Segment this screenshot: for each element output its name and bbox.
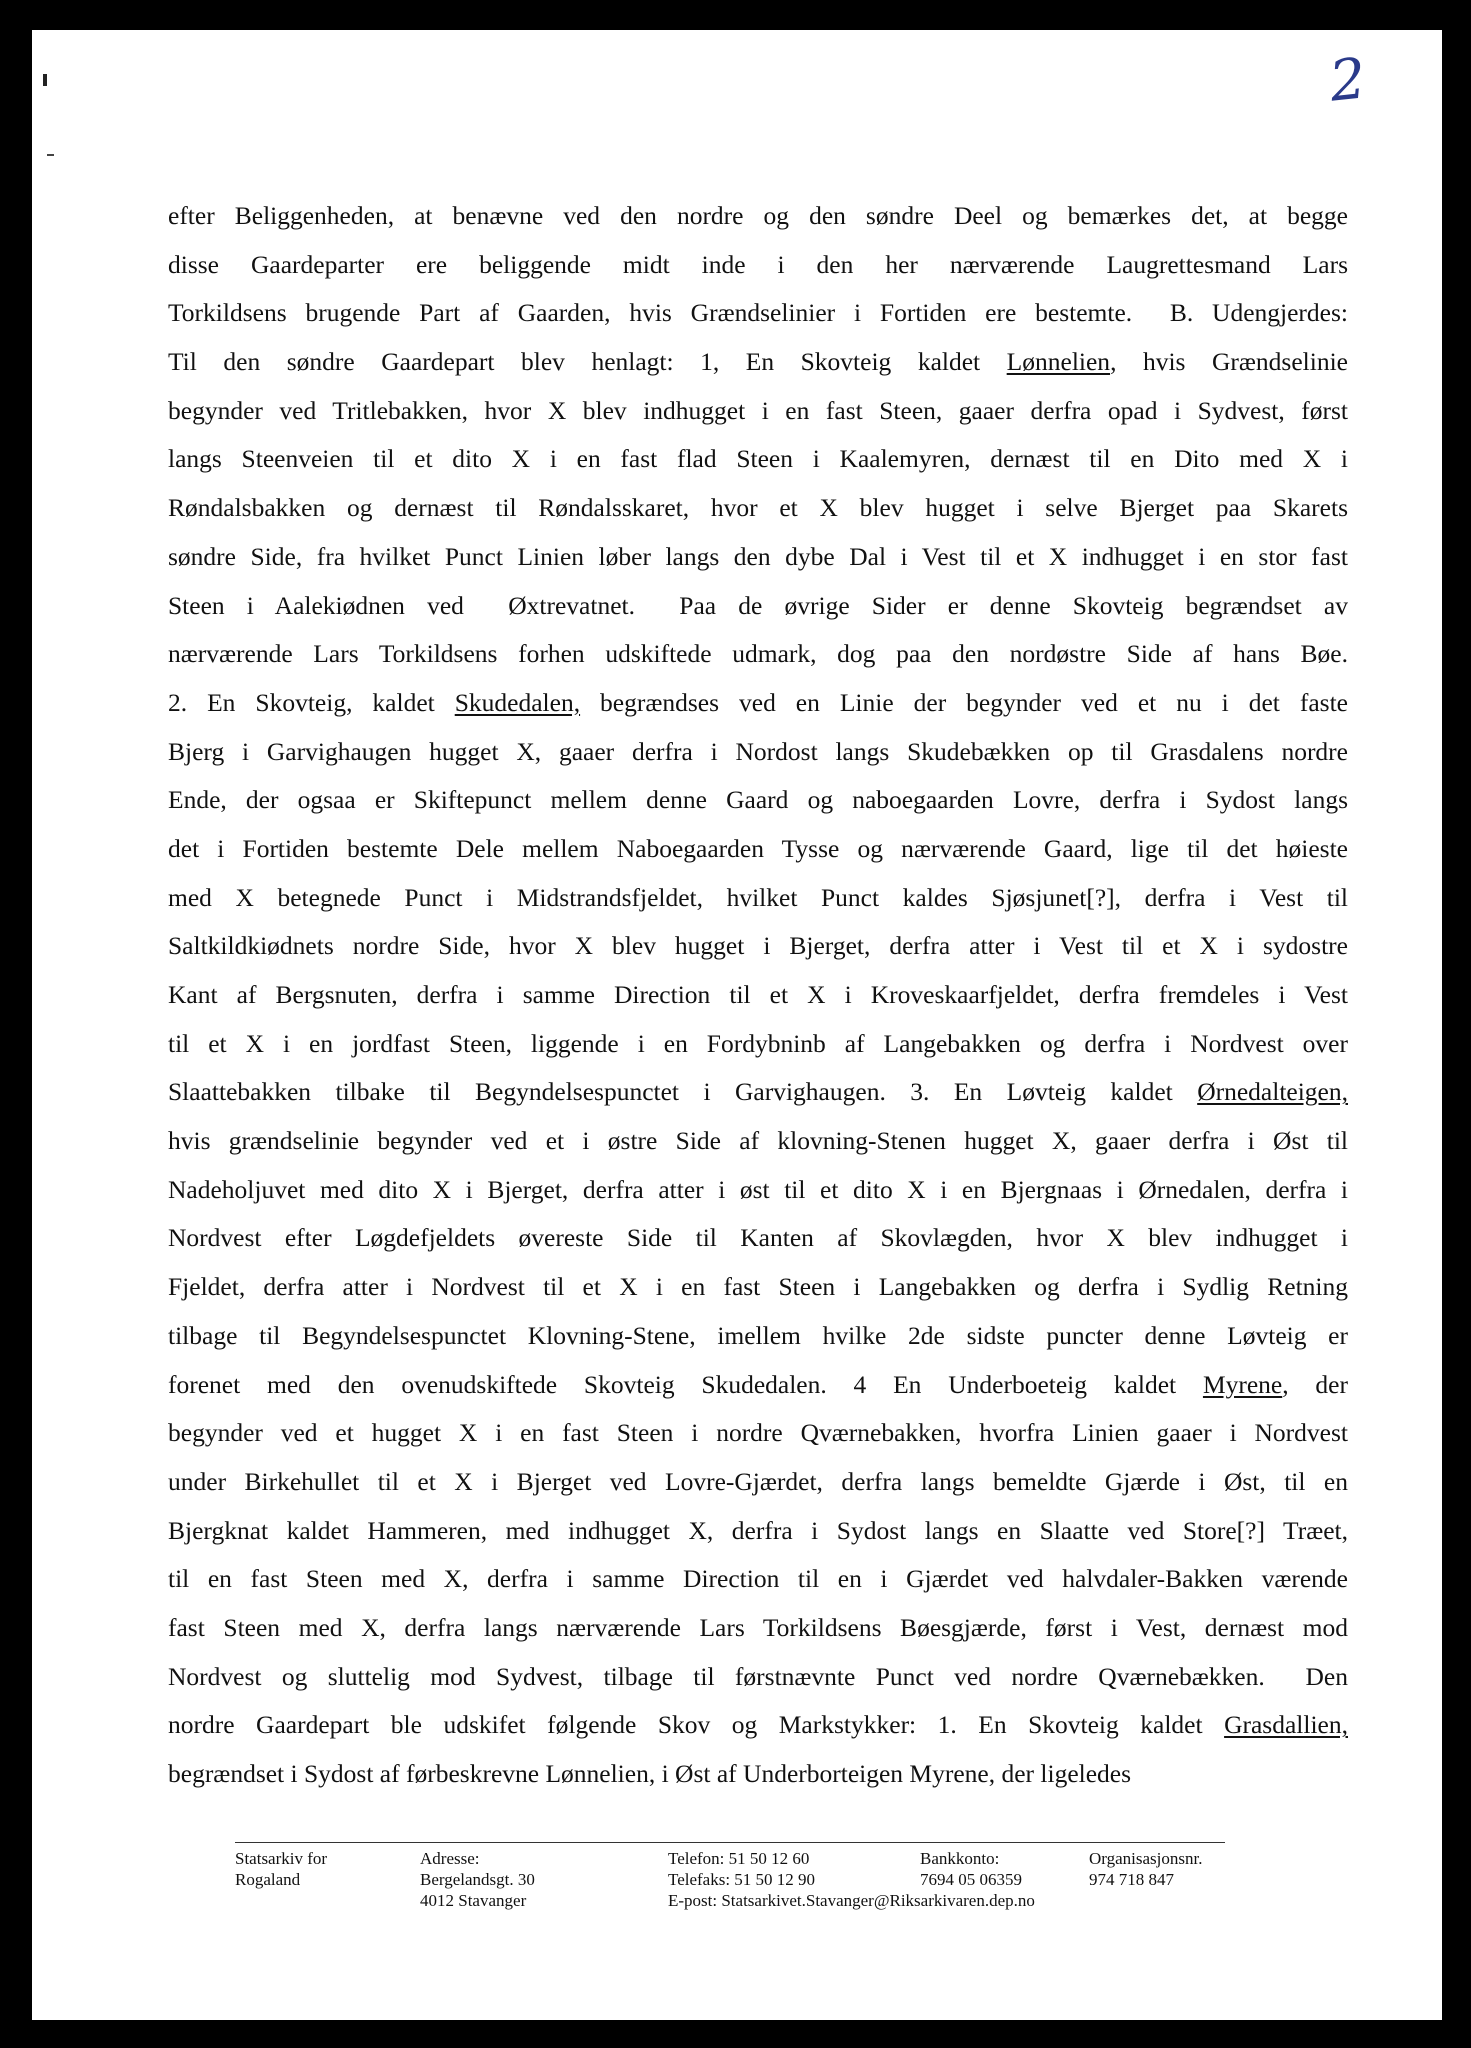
footer-address xyxy=(420,1848,535,1911)
text-segment: det i Fortiden bestemte Dele mellem Naboegaarden Tysse og nærværende Gaard, lige til det høieste xyxy=(168,833,1348,863)
text-line xyxy=(168,289,1348,338)
text-segment: efter Beliggenheden, at benævne ved den nordre og den søndre Deel og bemærkes det, at begge xyxy=(168,201,1348,230)
text-segment: nordre Gaardepart ble udskifet følgende Skov og Markstykker: 1. En Skovteig kaldet xyxy=(168,1710,1225,1740)
underlined-place-name: Grasdallien, xyxy=(1224,1710,1348,1740)
text-segment: Fjeldet, derfra atter i Nordvest til et X i en fast Steen i Langebakken og derfra i Sydlig Retning xyxy=(168,1272,1348,1302)
scan-mark xyxy=(47,154,54,156)
text-segment: til et X i en jordfast Steen, liggende i en Fordybninb af Langebakken og derfra i Nordvest over xyxy=(168,1028,1348,1058)
text-line xyxy=(168,241,1348,290)
text-segment: Ende, der ogsaa er Skiftepunct mellem denne Gaard og naboegaarden Lovre, derfra i Sydost langs xyxy=(168,785,1348,815)
footer-orgnr xyxy=(1089,1848,1203,1890)
text-line xyxy=(168,874,1348,923)
text-line xyxy=(168,679,1348,728)
text-segment: Røndalsbakken og dernæst til Røndalsskaret, hvor et X blev hugget i selve Bjerget paa Skarets xyxy=(168,493,1348,523)
handwritten-page-number: 2 xyxy=(1327,46,1370,115)
text-segment: Bjergknat kaldet Hammeren, med indhugget X, derfra i Sydost langs en Slaatte ved Store[?] Træet, xyxy=(168,1515,1348,1545)
footer-text: Organisasjonsnr. xyxy=(1089,1849,1203,1868)
text-segment: begynder ved et hugget X i en fast Steen i nordre Qværnebakken, hvorfra Linien gaaer i Nordvest xyxy=(168,1418,1348,1448)
text-line xyxy=(168,435,1348,484)
text-line xyxy=(168,776,1348,825)
footer-text: Bergelandsgt. 30 xyxy=(420,1870,535,1889)
text-line xyxy=(168,533,1348,582)
text-line xyxy=(168,1117,1348,1166)
text-line xyxy=(168,1507,1348,1556)
text-segment: søndre Side, fra hvilket Punct Linien løber langs den dybe Dal i Vest til et X indhugget i en stor fast xyxy=(168,541,1348,571)
text-line xyxy=(168,1214,1348,1263)
footer-institution xyxy=(235,1848,327,1890)
text-segment: fast Steen med X, derfra langs nærværende Lars Torkildsens Bøesgjærde, først i Vest, dernæst mod xyxy=(168,1612,1348,1642)
text-line xyxy=(168,1312,1348,1361)
scan-mark xyxy=(43,74,47,86)
footer-text: Adresse: xyxy=(420,1849,480,1868)
text-segment: Nordvest efter Løgdefjeldets øvereste Side til Kanten af Skovlægden, hvor X blev indhugget i xyxy=(168,1223,1348,1253)
text-line xyxy=(168,825,1348,874)
footer-text: Telefaks: 51 50 12 90 xyxy=(668,1870,816,1889)
text-line xyxy=(168,582,1348,631)
text-segment: , der xyxy=(1282,1369,1348,1399)
footer-divider xyxy=(235,1842,1225,1843)
text-segment: Slaattebakken tilbake til Begyndelsespunctet i Garvighaugen. 3. En Løvteig kaldet xyxy=(168,1077,1198,1107)
text-segment: langs Steenveien til et dito X i en fast flad Steen i Kaalemyren, dernæst til en Dito med X i xyxy=(168,444,1348,474)
text-line xyxy=(168,1701,1348,1750)
text-segment: Nadeholjuvet med dito X i Bjerget, derfra atter i øst til et dito X i en Bjergnaas i Ørnedalen, derfra i xyxy=(168,1174,1348,1204)
text-line xyxy=(168,1166,1348,1215)
footer-email: E-post: Statsarkivet.Stavanger@Riksarkivaren.dep.no xyxy=(668,1891,1035,1910)
text-segment: Saltkildkiødnets nordre Side, hvor X blev hugget i Bjerget, derfra atter i Vest til et X i sydostre xyxy=(168,931,1348,961)
text-segment: Bjerg i Garvighaugen hugget X, gaaer derfra i Nordost langs Skudebækken op til Grasdalens nordre xyxy=(168,736,1348,766)
text-line xyxy=(168,387,1348,436)
text-segment: Kant af Bergsnuten, derfra i samme Direction til et X i Kroveskaarfjeldet, derfra fremdeles i Vest xyxy=(168,980,1348,1009)
text-line xyxy=(168,971,1348,1020)
text-segment: under Birkehullet til et X i Bjerget ved Lovre-Gjærdet, derfra langs bemeldte Gjærde i Øst, til en xyxy=(168,1466,1348,1496)
text-segment: Til den søndre Gaardepart blev henlagt: 1, En Skovteig kaldet xyxy=(168,347,1007,377)
text-segment: begrændses ved en Linie der begynder ved et nu i det faste xyxy=(580,687,1349,717)
underlined-place-name: Skudedalen, xyxy=(454,687,581,717)
text-segment: hvis grændselinie begynder ved et i østre Side af klovning-Stenen hugget X, gaaer derfra i Øst til xyxy=(168,1126,1348,1156)
text-segment: med X betegnede Punct i Midstrandsfjeldet, hvilket Punct kaldes Sjøsjunet[?], derfra i Vest til xyxy=(168,882,1348,912)
text-segment: til en fast Steen med X, derfra i samme Direction til en i Gjærdet ved halvdaler-Bakken værende xyxy=(168,1564,1348,1594)
text-line xyxy=(168,1020,1348,1069)
text-line xyxy=(168,484,1348,533)
text-line xyxy=(168,1068,1348,1117)
footer-bank xyxy=(920,1848,1022,1890)
text-segment: tilbage til Begyndelsespunctet Klovning-Stene, imellem hvilke 2de sidste puncter denne Løvteig er xyxy=(168,1320,1348,1350)
text-line xyxy=(168,1458,1348,1507)
text-line xyxy=(168,922,1348,971)
text-line xyxy=(168,338,1348,387)
text-line xyxy=(168,728,1348,777)
text-segment: Torkildsens brugende Part af Gaarden, hvis Grændselinier i Fortiden ere bestemte. B. Udengjerdes: xyxy=(168,298,1348,328)
document-page xyxy=(32,30,1442,2020)
text-line xyxy=(168,1361,1348,1410)
text-segment: begrændset i Sydost af førbeskrevne Lønnelien, i Øst af Underborteigen Myrene, der ligeledes xyxy=(168,1759,1132,1788)
text-segment: Steen i Aalekiødnen ved Øxtrevatnet. Paa de øvrige Sider er denne Skovteig begrændset av xyxy=(168,590,1348,620)
text-line xyxy=(168,1653,1348,1702)
transcription-body xyxy=(168,192,1348,1799)
text-line xyxy=(168,1604,1348,1653)
footer-text: Telefon: 51 50 12 60 xyxy=(668,1849,810,1868)
footer-text: Statsarkiv for xyxy=(235,1849,328,1868)
underlined-place-name: Lønnelien xyxy=(1006,347,1111,377)
text-line xyxy=(168,192,1348,241)
footer-text: 7694 05 06359 xyxy=(920,1870,1022,1889)
text-line xyxy=(168,1555,1348,1604)
text-line xyxy=(168,1263,1348,1312)
text-line xyxy=(168,630,1348,679)
footer-text: 974 718 847 xyxy=(1089,1870,1174,1889)
text-segment: begynder ved Tritlebakken, hvor X blev indhugget i en fast Steen, gaaer derfra opad i Sydvest, først xyxy=(168,395,1348,425)
footer-text: Bankkonto: xyxy=(920,1849,1000,1868)
text-line xyxy=(168,1409,1348,1458)
footer-text: 4012 Stavanger xyxy=(420,1891,527,1910)
text-segment: 2. En Skovteig, kaldet xyxy=(168,687,455,717)
text-segment: disse Gaardeparter ere beliggende midt inde i den her nærværende Laugrettesmand Lars xyxy=(168,249,1348,279)
text-segment: Nordvest og sluttelig mod Sydvest, tilbage til førstnævnte Punct ved nordre Qværnebækken. Den xyxy=(168,1661,1348,1691)
text-segment: , hvis Grændselinie xyxy=(1110,347,1348,377)
footer-text: Rogaland xyxy=(235,1870,301,1889)
text-segment: forenet med den ovenudskiftede Skovteig Skudedalen. 4 En Underboeteig kaldet xyxy=(168,1369,1203,1399)
text-segment: nærværende Lars Torkildsens forhen udskiftede udmark, dog paa den nordøstre Side af hans Bøe. xyxy=(168,639,1348,669)
underlined-place-name: Myrene xyxy=(1202,1369,1283,1399)
underlined-place-name: Ørnedalteigen, xyxy=(1197,1077,1348,1107)
text-line xyxy=(168,1750,1348,1799)
